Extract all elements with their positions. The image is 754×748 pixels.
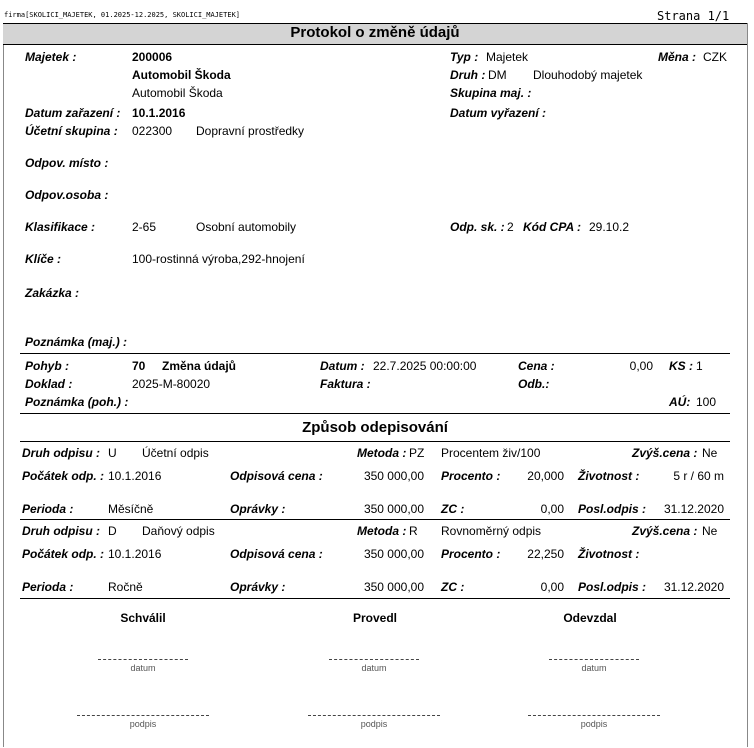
poznamka-poh-label: Poznámka (poh.) : xyxy=(25,395,129,409)
pocatek-value: 10.1.2016 xyxy=(108,547,162,561)
pocatek-value: 10.1.2016 xyxy=(108,469,162,483)
opravky-value: 350 000,00 xyxy=(363,502,424,516)
zvys-cena-label: Zvýš.cena : xyxy=(632,524,698,538)
odp-sk-value: 2 xyxy=(507,220,514,234)
odp-sk-label: Odp. sk. : xyxy=(450,220,505,234)
perioda-label: Perioda : xyxy=(22,502,74,516)
pocatek-label: Počátek odp. : xyxy=(22,469,105,483)
odpov-osoba-label: Odpov.osoba : xyxy=(25,188,109,202)
metoda-code: R xyxy=(409,524,418,538)
zc-label: ZC : xyxy=(441,580,465,594)
metoda-label: Metoda : xyxy=(357,446,407,460)
typ-label: Typ : xyxy=(450,50,479,64)
ucetni-skupina-code: 022300 xyxy=(132,124,173,138)
opravky-label: Oprávky : xyxy=(230,580,286,594)
cena-value: 0,00 xyxy=(629,359,653,373)
odpisova-cena-value: 350 000,00 xyxy=(363,547,424,561)
zvys-cena-label: Zvýš.cena : xyxy=(632,446,698,460)
druh-code: DM xyxy=(488,68,507,82)
cpa-label: Kód CPA : xyxy=(523,220,581,234)
procento-value: 22,250 xyxy=(527,547,564,561)
opravky-label: Oprávky : xyxy=(230,502,286,516)
podpis-caption: podpis xyxy=(129,719,157,729)
datum-line-schvalil xyxy=(98,659,188,660)
ks-value: 1 xyxy=(696,359,703,373)
divider-signatures xyxy=(20,598,730,599)
ucetni-skupina-name: Dopravní prostředky xyxy=(196,124,305,138)
metoda-label: Metoda : xyxy=(357,524,407,538)
klasifikace-label: Klasifikace : xyxy=(25,220,96,234)
posl-odpis-label: Posl.odpis : xyxy=(578,580,647,594)
report-title: Protokol o změně údajů xyxy=(290,24,460,41)
datum-zarazeni-label: Datum zařazení : xyxy=(25,106,121,120)
podpis-caption: podpis xyxy=(360,719,388,729)
datum-caption: datum xyxy=(361,663,387,673)
datum-vyrazeni-label: Datum vyřazení : xyxy=(450,106,547,120)
podpis-line-odevzdal xyxy=(528,715,660,716)
odevzdal-label: Odevzdal xyxy=(563,611,617,625)
mena-value: CZK xyxy=(703,50,727,64)
podpis-caption: podpis xyxy=(580,719,608,729)
asset-id: 200006 xyxy=(132,50,173,64)
odpov-misto-label: Odpov. místo : xyxy=(25,156,109,170)
schvalil-label: Schválil xyxy=(120,611,166,625)
poznamka-maj-label: Poznámka (maj.) : xyxy=(25,335,128,349)
cpa-value: 29.10.2 xyxy=(589,220,630,234)
pohyb-name: Změna údajů xyxy=(162,359,237,373)
klasifikace-name: Osobní automobily xyxy=(196,220,297,234)
divider-dep-head xyxy=(20,441,730,442)
druh-label: Druh : xyxy=(450,68,486,82)
datum-line-odevzdal xyxy=(549,659,639,660)
procento-label: Procento : xyxy=(441,469,501,483)
opravky-value: 350 000,00 xyxy=(363,580,424,594)
skupina-label: Skupina maj. : xyxy=(450,86,532,100)
au-label: AÚ: xyxy=(669,395,691,409)
podpis-line-schvalil xyxy=(77,715,209,716)
zvys-cena-value: Ne xyxy=(702,446,718,460)
pocatek-label: Počátek odp. : xyxy=(22,547,105,561)
ks-label: KS : xyxy=(669,359,693,373)
divider-movement xyxy=(20,353,730,354)
klice-label: Klíče : xyxy=(25,252,62,266)
zc-value: 0,00 xyxy=(540,502,564,516)
podpis-line-provedl xyxy=(308,715,440,716)
druh-odpisu-name: Účetní odpis xyxy=(142,446,209,460)
posl-odpis-value: 31.12.2020 xyxy=(663,580,724,594)
ucetni-skupina-label: Účetní skupina : xyxy=(25,124,118,138)
klasifikace-code: 2-65 xyxy=(132,220,157,234)
metoda-name: Procentem živ/100 xyxy=(441,446,541,460)
au-value: 100 xyxy=(696,395,717,409)
procento-label: Procento : xyxy=(441,547,501,561)
odpisova-cena-label: Odpisová cena : xyxy=(230,547,323,561)
report-filter: firma[SKOLICI_MAJETEK, 01.2025-12.2025, SKOLICI_MAJETEK] xyxy=(4,11,241,19)
pohyb-label: Pohyb : xyxy=(25,359,69,373)
perioda-value: Ročně xyxy=(108,580,143,594)
perioda-value: Měsíčně xyxy=(108,502,154,516)
asset-name-bold: Automobil Škoda xyxy=(132,68,231,82)
metoda-code: PZ xyxy=(409,446,425,460)
druh-odpisu-label: Druh odpisu : xyxy=(22,446,100,460)
druh-name: Dlouhodobý majetek xyxy=(533,68,643,82)
odpisova-cena-label: Odpisová cena : xyxy=(230,469,323,483)
left-border xyxy=(3,23,4,747)
druh-odpisu-label: Druh odpisu : xyxy=(22,524,100,538)
zivotnost-label: Životnost : xyxy=(578,469,640,483)
posl-odpis-label: Posl.odpis : xyxy=(578,502,647,516)
divider-depreciation xyxy=(20,413,730,414)
druh-odpisu-code: D xyxy=(108,524,117,538)
provedl-label: Provedl xyxy=(352,611,397,625)
doklad-label: Doklad : xyxy=(25,377,73,391)
divider-dep-row xyxy=(20,519,730,520)
metoda-name: Rovnoměrný odpis xyxy=(441,524,542,538)
procento-value: 20,000 xyxy=(527,469,564,483)
faktura-label: Faktura : xyxy=(320,377,371,391)
doklad-value: 2025-M-80020 xyxy=(132,377,211,391)
druh-odpisu-name: Daňový odpis xyxy=(142,524,215,538)
datum-line-provedl xyxy=(329,659,419,660)
right-border xyxy=(747,23,748,747)
zivotnost-label: Životnost : xyxy=(578,547,640,561)
datum-caption: datum xyxy=(130,663,156,673)
datum-zarazeni-value: 10.1.2016 xyxy=(132,106,186,120)
page-number: Strana 1/1 xyxy=(657,9,730,23)
pohyb-code: 70 xyxy=(132,359,146,373)
cena-label: Cena : xyxy=(518,359,555,373)
datum-label: Datum : xyxy=(320,359,365,373)
depreciation-title: Způsob odepisování xyxy=(302,419,448,436)
zakazka-label: Zakázka : xyxy=(25,286,80,300)
majetek-label: Majetek : xyxy=(25,50,77,64)
zc-value: 0,00 xyxy=(540,580,564,594)
posl-odpis-value: 31.12.2020 xyxy=(663,502,724,516)
zivotnost-value: 5 r / 60 m xyxy=(673,469,724,483)
perioda-label: Perioda : xyxy=(22,580,74,594)
klice-value: 100-rostinná výroba,292-hnojení xyxy=(132,252,305,266)
druh-odpisu-code: U xyxy=(108,446,117,460)
zvys-cena-value: Ne xyxy=(702,524,718,538)
zc-label: ZC : xyxy=(441,502,465,516)
datum-caption: datum xyxy=(581,663,607,673)
odpisova-cena-value: 350 000,00 xyxy=(363,469,424,483)
asset-name: Automobil Škoda xyxy=(132,86,223,100)
datum-value: 22.7.2025 00:00:00 xyxy=(373,359,477,373)
mena-label: Měna : xyxy=(658,50,697,64)
odb-label: Odb.: xyxy=(518,377,550,391)
typ-value: Majetek xyxy=(486,50,529,64)
